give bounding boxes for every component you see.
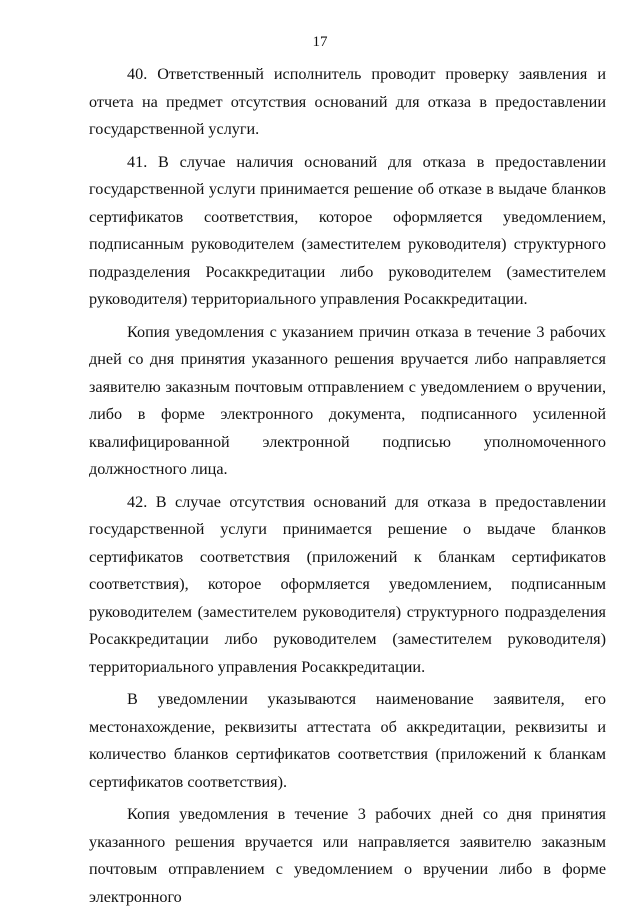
paragraph-42: 42. В случае отсутствия оснований для отказа в предоставлении государственной услуги принимается решение о выдаче бланков сертификатов соответствия (приложений к бланкам сертификатов соответствия), которое оформляется уведомлением, подписанным руководителем (заместителем руководителя) структурного подразделения Росаккредитации либо руководителем (заместителем руководителя) территориального управления Росаккредитации.: [89, 492, 606, 676]
paragraph-41: 41. В случае наличия оснований для отказа в предоставлении государственной услуги принимается решение об отказе в выдаче бланков сертификатов соответствия, которое оформляется уведомлением, подписанным руководителем (заместителем руководителя) структурного подразделения Росаккредитации либо руководителем (заместителем руководителя) территориального управления Росаккредитации.: [89, 152, 606, 308]
paragraph-42-notice-contents: В уведомлении указываются наименование заявителя, его местонахождение, реквизиты аттестата об аккредитации, реквизиты и количество бланков сертификатов соответствия (приложений к бланкам сертификатов соответствия).: [89, 690, 606, 791]
paragraph-42-copy-notice: Копия уведомления в течение 3 рабочих дней со дня принятия указанного решения вручается или направляется заявителю заказным почтовым отправлением с уведомлением о вручении либо в форме электронного: [89, 805, 606, 906]
paragraph-40: 40. Ответственный исполнитель проводит проверку заявления и отчета на предмет отсутствия оснований для отказа в предоставлении государственной услуги.: [89, 65, 606, 138]
paragraph-41-copy-notice: Копия уведомления с указанием причин отказа в течение 3 рабочих дней со дня принятия указанного решения вручается либо направляется заявителю заказным почтовым отправлением с уведомлением о вручении, либо в форме электронного документа, подписанного усиленной квалифицированной электронной подписью уполномоченного должностного лица.: [89, 322, 606, 478]
document-body: [89, 61, 606, 916]
page-number: 17: [312, 34, 328, 50]
